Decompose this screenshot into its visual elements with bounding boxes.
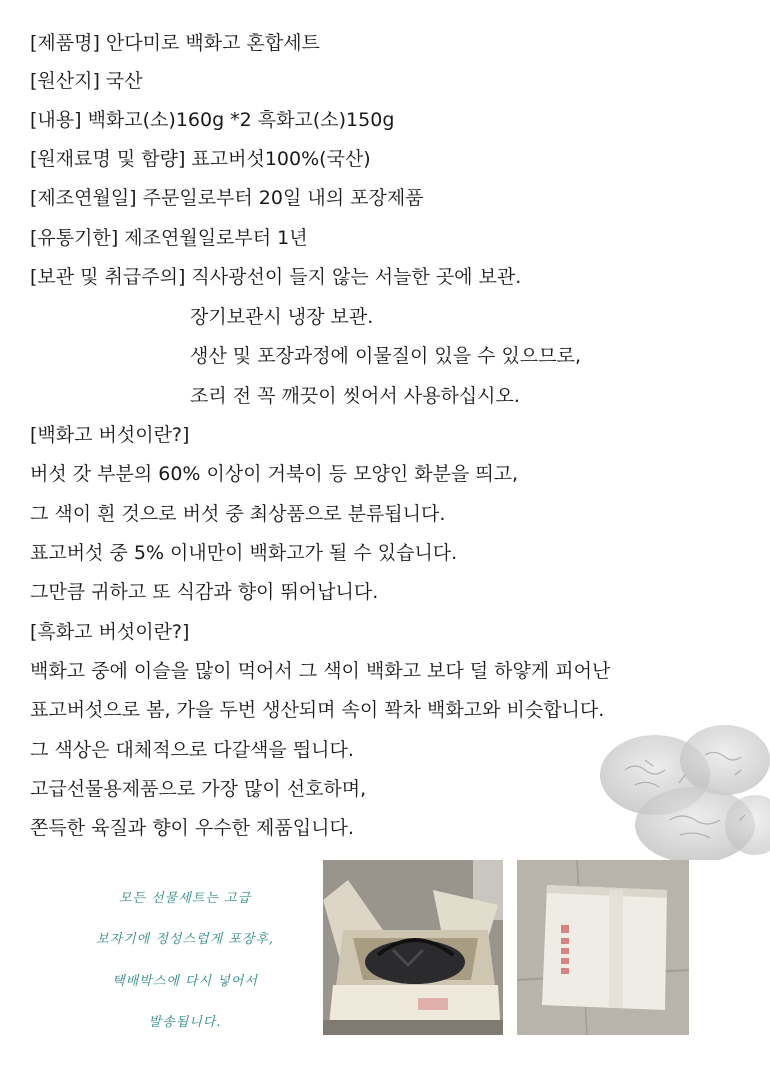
info-origin: [원산지] 국산: [30, 70, 143, 92]
baekhwago-line-3: 표고버섯 중 5% 이내만이 백화고가 될 수 있습니다.: [30, 542, 458, 564]
heukhwago-line-3: 그 색상은 대체적으로 다갈색을 띕니다.: [30, 739, 354, 761]
storage-line-2: 생산 및 포장과정에 이물질이 있을 수 있으므로,: [190, 345, 582, 367]
baekhwago-line-2: 그 색이 흰 것으로 버섯 중 최상품으로 분류됩니다.: [30, 503, 446, 525]
heukhwago-line-5: 쫀득한 육질과 향이 우수한 제품입니다.: [30, 817, 354, 839]
baekhwago-heading: [백화고 버섯이란?]: [30, 424, 190, 446]
heukhwago-line-2: 표고버섯으로 봄, 가을 두번 생산되며 속이 꽉차 백화고와 비슷합니다.: [30, 699, 605, 721]
info-ingredients: [원재료명 및 함량] 표고버섯100%(국산): [30, 148, 371, 170]
info-storage: [보관 및 취급주의] 직사광선이 들지 않는 서늘한 곳에 보관.: [30, 266, 522, 288]
info-product-name: [제품명] 안다미로 백화고 혼합세트: [30, 32, 320, 54]
heukhwago-heading: [흑화고 버섯이란?]: [30, 621, 190, 643]
baekhwago-line-4: 그만큼 귀하고 또 식감과 향이 뛰어납니다.: [30, 581, 379, 603]
heukhwago-line-4: 고급선물용제품으로 가장 많이 선호하며,: [30, 778, 367, 800]
info-contents: [내용] 백화고(소)160g *2 흑화고(소)150g: [30, 109, 395, 131]
note-line-4: 발송됩니다.: [148, 1015, 222, 1030]
storage-line-3: 조리 전 꼭 깨끗이 씻어서 사용하십시오.: [190, 385, 520, 407]
sealed-box-photo: [517, 860, 689, 1035]
note-line-1: 모든 선물세트는 고급: [118, 891, 252, 906]
open-box-image: [323, 860, 503, 1035]
storage-line-1: 장기보관시 냉장 보관.: [190, 306, 374, 328]
info-manufacture-date: [제조연월일] 주문일로부터 20일 내의 포장제품: [30, 187, 424, 209]
note-line-2: 보자기에 정성스럽게 포장후,: [95, 932, 275, 947]
packaging-row: [0, 855, 770, 1072]
heukhwago-line-1: 백화고 중에 이슬을 많이 먹어서 그 색이 백화고 보다 덜 하얗게 피어난: [30, 660, 611, 682]
note-line-3: 택배박스에 다시 넣어서: [112, 974, 258, 989]
info-expiry: [유통기한] 제조연월일로부터 1년: [30, 227, 308, 249]
sealed-box-image: [517, 860, 689, 1035]
mushroom-illustration: [585, 715, 770, 860]
open-box-photo: [323, 860, 503, 1035]
handwritten-packaging-note: [60, 865, 310, 1050]
baekhwago-line-1: 버섯 갓 부분의 60% 이상이 거북이 등 모양인 화분을 띄고,: [30, 463, 519, 485]
